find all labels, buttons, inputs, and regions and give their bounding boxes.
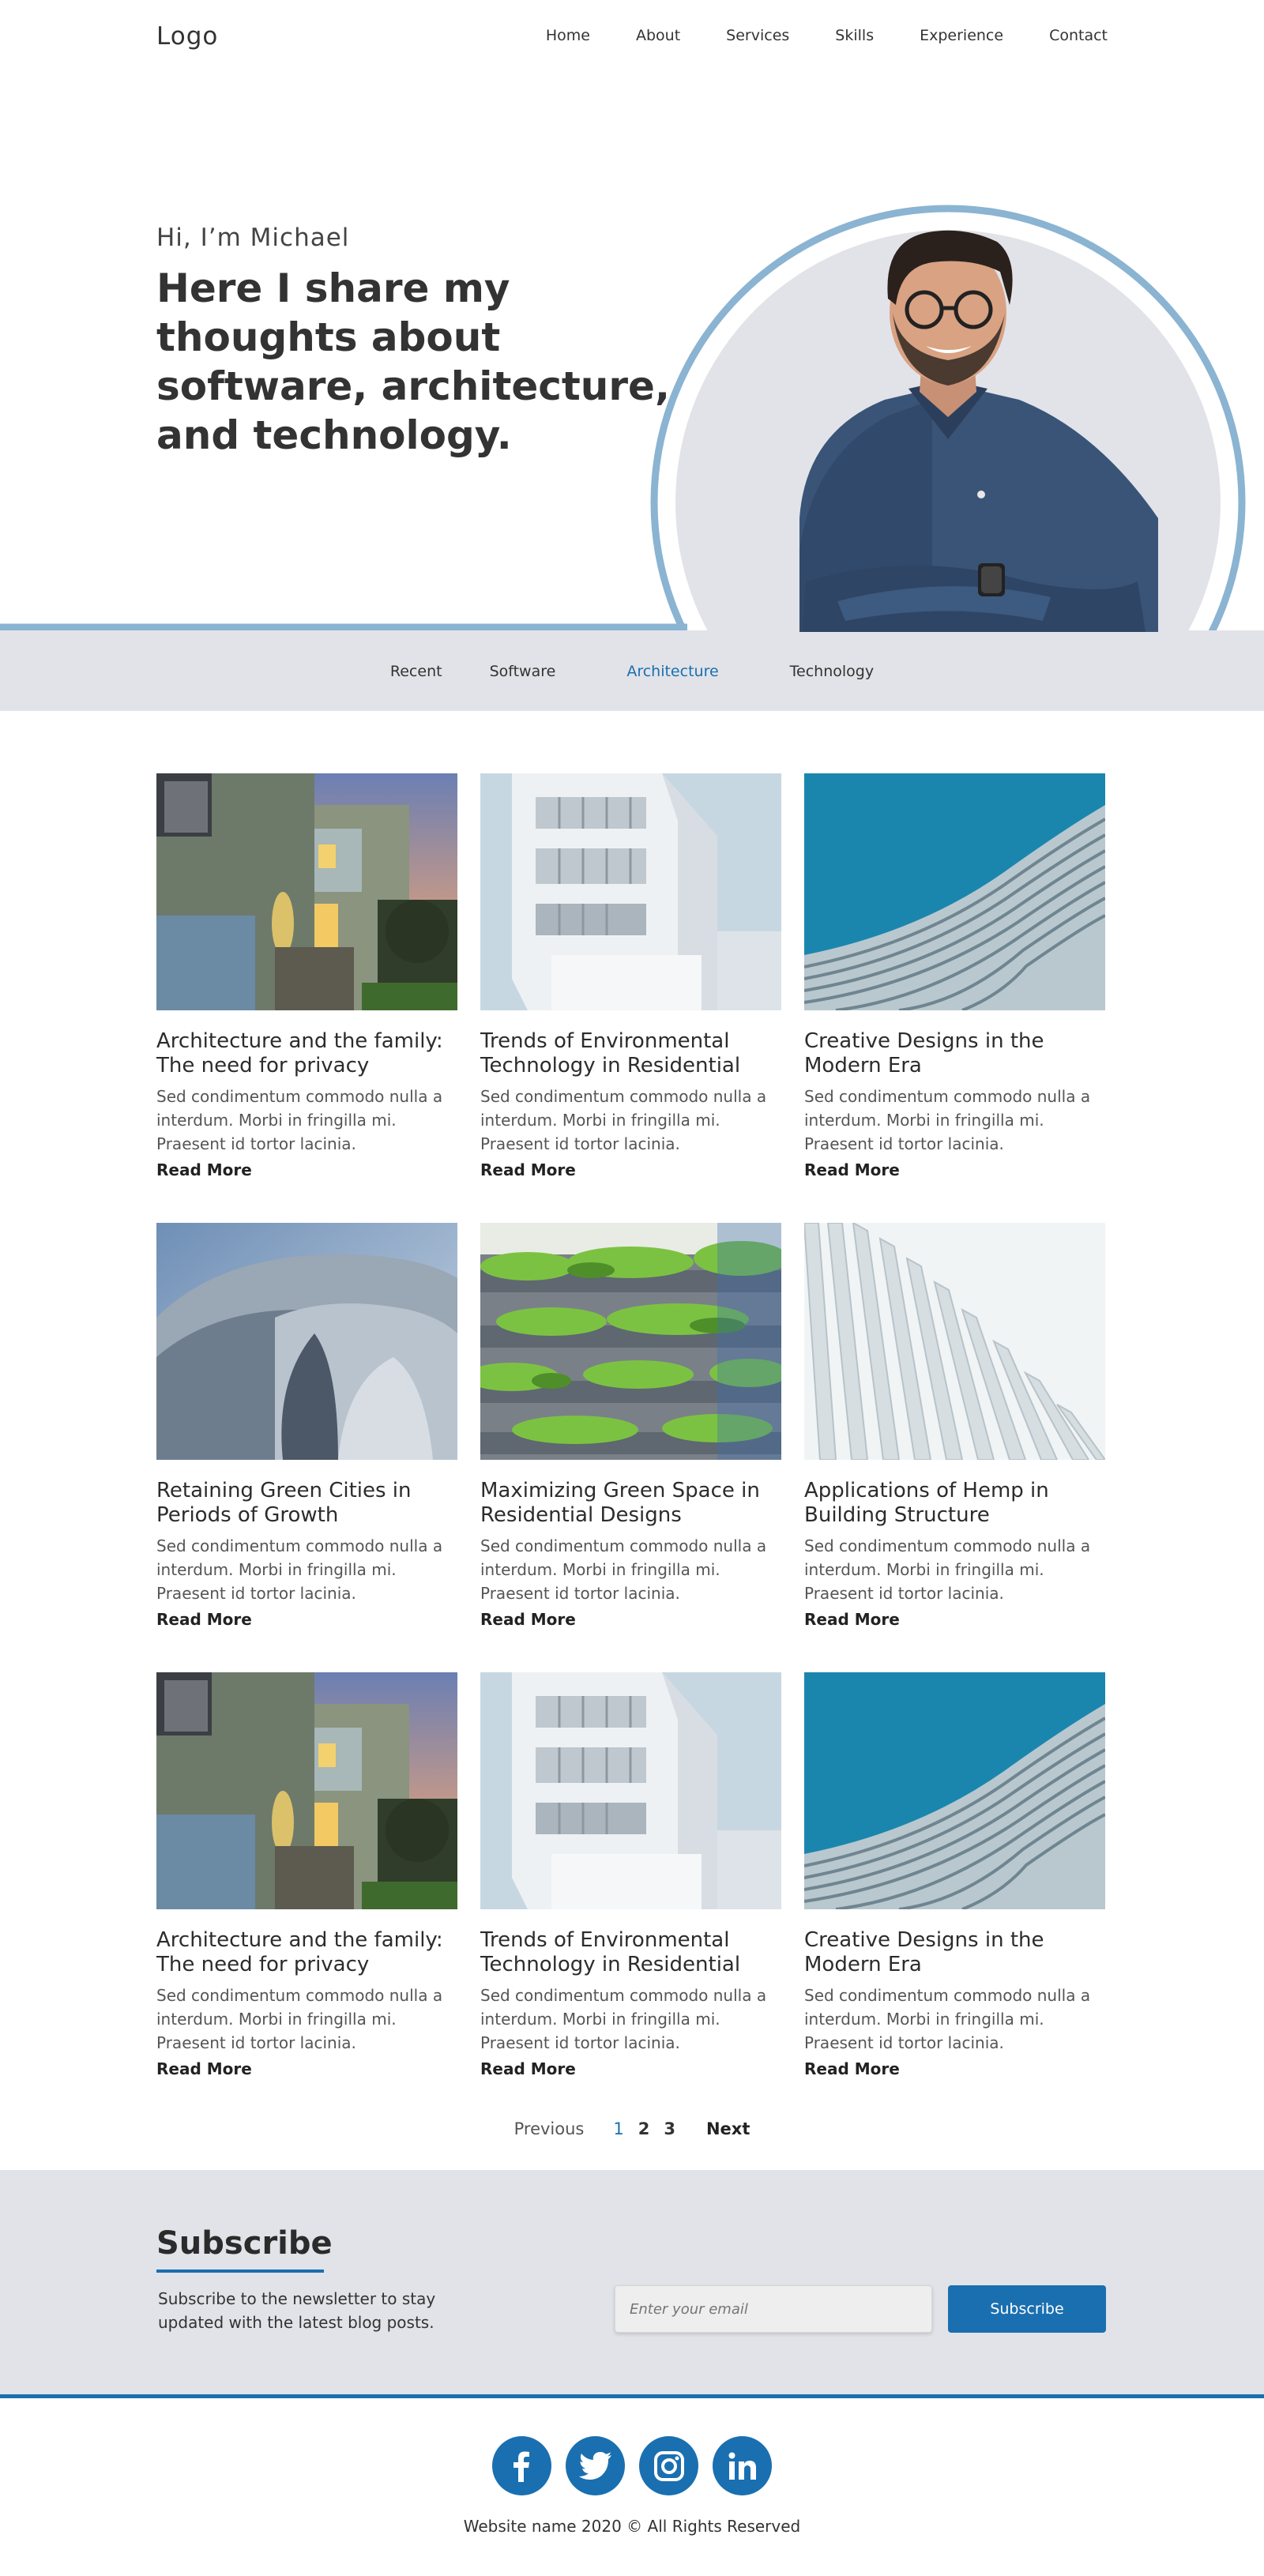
read-more-link[interactable]: Read More: [156, 1610, 252, 1629]
read-more-link[interactable]: Read More: [480, 1160, 576, 1179]
previous-page-link[interactable]: Previous: [514, 2119, 585, 2138]
post-title[interactable]: Trends of Environmental Technology in Residential: [480, 1029, 741, 1077]
page-3-link[interactable]: 3: [664, 2119, 675, 2138]
read-more-link[interactable]: Read More: [480, 2059, 576, 2078]
post-card: [480, 1672, 781, 2079]
category-bar: [0, 632, 1264, 711]
wave-facade-photo[interactable]: [804, 773, 1105, 1010]
hero-greeting: Hi, I’m Michael: [156, 224, 350, 252]
read-more-link[interactable]: Read More: [156, 2059, 252, 2078]
subscribe-section: [0, 2170, 1264, 2396]
white-building-photo[interactable]: [480, 1672, 781, 1909]
white-building-photo[interactable]: [480, 773, 781, 1010]
post-excerpt: Sed condimentum commodo nulla a interdum. Morbi in fringilla mi. Praesent id tortor lacinia.: [156, 1986, 443, 2052]
instagram-icon[interactable]: [639, 2436, 698, 2495]
house-photo[interactable]: [156, 773, 457, 1010]
nav-about[interactable]: About: [635, 27, 681, 44]
white-fins-photo[interactable]: [804, 1223, 1105, 1460]
facebook-icon[interactable]: [492, 2436, 551, 2495]
post-excerpt: Sed condimentum commodo nulla a interdum. Morbi in fringilla mi. Praesent id tortor lacinia.: [804, 1986, 1091, 2052]
category-technology[interactable]: Technology: [789, 663, 875, 680]
post-excerpt: Sed condimentum commodo nulla a interdum. Morbi in fringilla mi. Praesent id tortor lacinia.: [804, 1536, 1091, 1603]
hero-title: Here I share my thoughts about software, architecture, and technology.: [156, 265, 670, 458]
post-title[interactable]: Applications of Hemp in Building Structure: [804, 1479, 1049, 1527]
read-more-link[interactable]: Read More: [480, 1610, 576, 1629]
category-software[interactable]: Software: [489, 663, 556, 680]
post-excerpt: Sed condimentum commodo nulla a interdum. Morbi in fringilla mi. Praesent id tortor lacinia.: [480, 1986, 767, 2052]
pagination: [0, 2119, 1264, 2138]
post-card: [804, 773, 1105, 1180]
email-input[interactable]: [615, 2285, 932, 2333]
post-excerpt: Sed condimentum commodo nulla a interdum. Morbi in fringilla mi. Praesent id tortor lacinia.: [480, 1536, 767, 1603]
hero-section: [0, 76, 1264, 632]
read-more-link[interactable]: Read More: [804, 1160, 900, 1179]
next-page-link[interactable]: Next: [705, 2119, 750, 2138]
post-card: [480, 773, 781, 1180]
post-card: [804, 1672, 1105, 2079]
subscribe-button[interactable]: Subscribe: [948, 2285, 1106, 2333]
subscribe-description: Subscribe to the newsletter to stay updated with the latest blog posts.: [158, 2289, 436, 2332]
category-recent[interactable]: Recent: [389, 663, 442, 680]
page-2-link[interactable]: 2: [638, 2119, 650, 2138]
read-more-link[interactable]: Read More: [156, 1160, 252, 1179]
category-architecture[interactable]: Architecture: [626, 663, 719, 680]
post-title[interactable]: Trends of Environmental Technology in Residential: [480, 1928, 741, 1976]
copyright-text: Website name 2020 © All Rights Reserved: [463, 2517, 801, 2536]
post-card: [480, 1223, 781, 1630]
post-title[interactable]: Maximizing Green Space in Residential Designs: [480, 1479, 760, 1527]
nav-contact[interactable]: Contact: [1049, 27, 1108, 44]
read-more-link[interactable]: Read More: [804, 2059, 900, 2078]
post-card: [804, 1223, 1105, 1630]
twitter-icon[interactable]: [566, 2436, 625, 2495]
social-links: [0, 2436, 1264, 2495]
subscribe-title: Subscribe: [156, 2225, 333, 2262]
post-card: [156, 773, 457, 1180]
footer-divider: [0, 2394, 1264, 2398]
subscribe-underline: [156, 2270, 324, 2273]
post-excerpt: Sed condimentum commodo nulla a interdum. Morbi in fringilla mi. Praesent id tortor lacinia.: [156, 1087, 443, 1153]
read-more-link[interactable]: Read More: [804, 1610, 900, 1629]
post-excerpt: Sed condimentum commodo nulla a interdum. Morbi in fringilla mi. Praesent id tortor lacinia.: [480, 1087, 767, 1153]
post-title[interactable]: Architecture and the family: The need for privacy: [156, 1928, 443, 1976]
wave-facade-photo[interactable]: [804, 1672, 1105, 1909]
post-excerpt: Sed condimentum commodo nulla a interdum. Morbi in fringilla mi. Praesent id tortor lacinia.: [156, 1536, 443, 1603]
site-logo[interactable]: Logo: [156, 22, 219, 51]
house-photo[interactable]: [156, 1672, 457, 1909]
nav-home[interactable]: Home: [545, 27, 590, 44]
post-title[interactable]: Creative Designs in the Modern Era: [804, 1029, 1044, 1077]
nav-skills[interactable]: Skills: [835, 27, 875, 44]
post-excerpt: Sed condimentum commodo nulla a interdum. Morbi in fringilla mi. Praesent id tortor lacinia.: [804, 1087, 1091, 1153]
site-header: [0, 0, 1264, 76]
post-title[interactable]: Creative Designs in the Modern Era: [804, 1928, 1044, 1976]
post-title[interactable]: Retaining Green Cities in Periods of Growth: [156, 1479, 412, 1527]
metal-curves-photo[interactable]: [156, 1223, 457, 1460]
nav-experience[interactable]: Experience: [920, 27, 1004, 44]
post-title[interactable]: Architecture and the family: The need for privacy: [156, 1029, 443, 1077]
post-card: [156, 1672, 457, 2079]
nav-services[interactable]: Services: [726, 27, 790, 44]
page-1-link[interactable]: 1: [613, 2119, 624, 2138]
posts-grid: [156, 773, 1107, 2079]
main-nav: [546, 27, 1108, 44]
post-card: [156, 1223, 457, 1630]
linkedin-icon[interactable]: [713, 2436, 772, 2495]
green-balconies-photo[interactable]: [480, 1223, 781, 1460]
